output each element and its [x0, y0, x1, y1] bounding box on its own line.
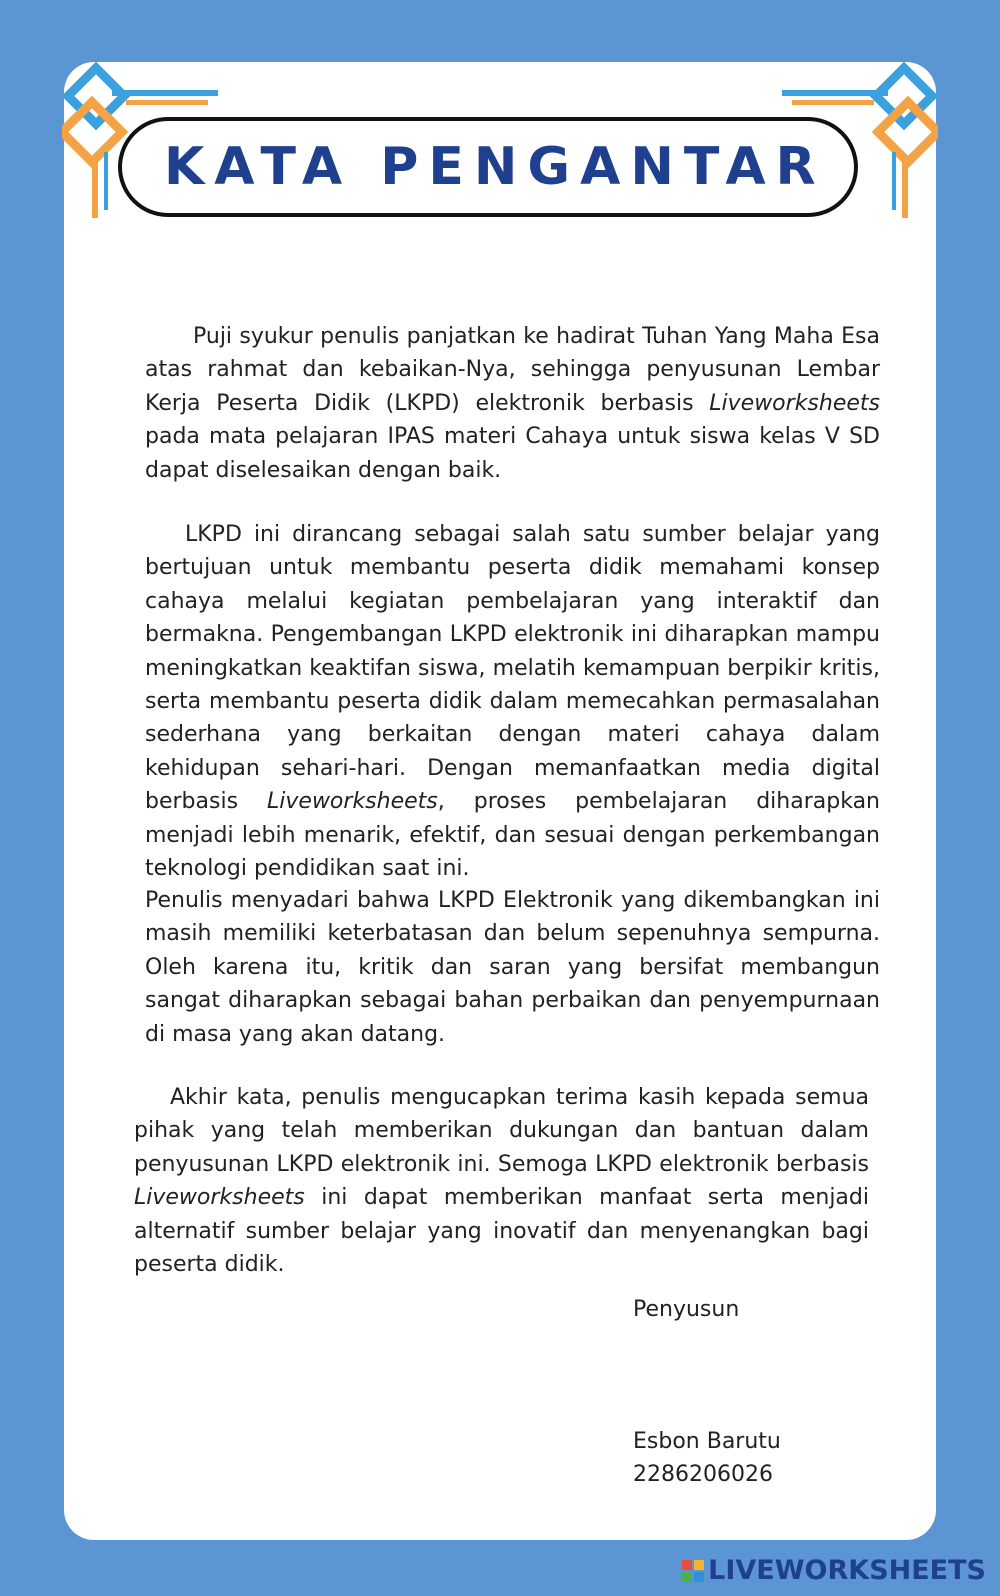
paragraph-4-text-a: Akhir kata, penulis mengucapkan terima kasih kepada semua pihak yang telah memberikan dukungan dan bantuan dalam penyusunan LKPD elektronik ini. Semoga LKPD elektronik berbasis [134, 1085, 869, 1177]
signature-id: 2286206026 [633, 1462, 773, 1487]
signature-name: Esbon Barutu [633, 1429, 781, 1454]
paragraph-2-text-a: LKPD ini dirancang sebagai salah satu sumber belajar yang bertujuan untuk membantu peserta didik memahami konsep cahaya melalui kegiatan pembelajaran yang interaktif dan bermakna. Pengembangan LKPD elektronik ini diharapkan mampu meningkatkan keaktifan siswa, melatih kemampuan berpikir kritis, serta membantu peserta didik dalam memecahkan permasalahan sederhana yang berkaitan dengan materi cahaya dalam kehidupan sehari-hari. Dengan memanfaatkan media digital berbasis [145, 522, 880, 815]
paragraph-2-text-b: , proses pembelajaran diharapkan menjadi lebih menarik, efektif, dan sesuai dengan perkembangan teknologi pendidikan saat ini. [145, 789, 880, 882]
brand-name: LIVEWORKSHEETS [708, 1555, 986, 1586]
paragraph-1-text-b: pada mata pelajaran IPAS materi Cahaya untuk siswa kelas V SD dapat diselesaikan dengan baik. [145, 424, 880, 483]
paragraph-4-emphasis: Liveworksheets [134, 1185, 305, 1211]
paragraph-1-text-a: Puji syukur penulis panjatkan ke hadirat Tuhan Yang Maha Esa atas rahmat dan kebaikan-Nya, sehingga penyusunan Lembar Kerja Peserta Didik (LKPD) elektronik berbasis [145, 324, 880, 416]
paragraph-1-emphasis: Liveworksheets [709, 390, 880, 416]
liveworksheets-logo-icon [682, 1560, 704, 1582]
title-banner [118, 117, 858, 217]
paragraph-3: Penulis menyadari bahwa LKPD Elektronik yang dikembangkan ini masih memiliki keterbatasan dan belum sepenuhnya sempurna. Oleh karena itu, kritik dan saran yang bersifat membangun sangat diharapkan sebagai bahan perbaikan dan penyempurnaan di masa yang akan datang. [145, 888, 880, 1047]
paragraph-2 [145, 518, 880, 885]
paragraph-4 [134, 1081, 869, 1281]
paragraph-1 [145, 320, 880, 487]
page-title: KATA PENGANTAR [164, 137, 826, 197]
brand-watermark[interactable] [682, 1555, 986, 1586]
paragraph-2-emphasis: Liveworksheets [267, 789, 438, 815]
signature-label: Penyusun [633, 1297, 740, 1322]
paragraph-4-text-b: ini dapat memberikan manfaat serta menjadi alternatif sumber belajar yang inovatif dan menyenangkan bagi peserta didik. [134, 1185, 869, 1278]
